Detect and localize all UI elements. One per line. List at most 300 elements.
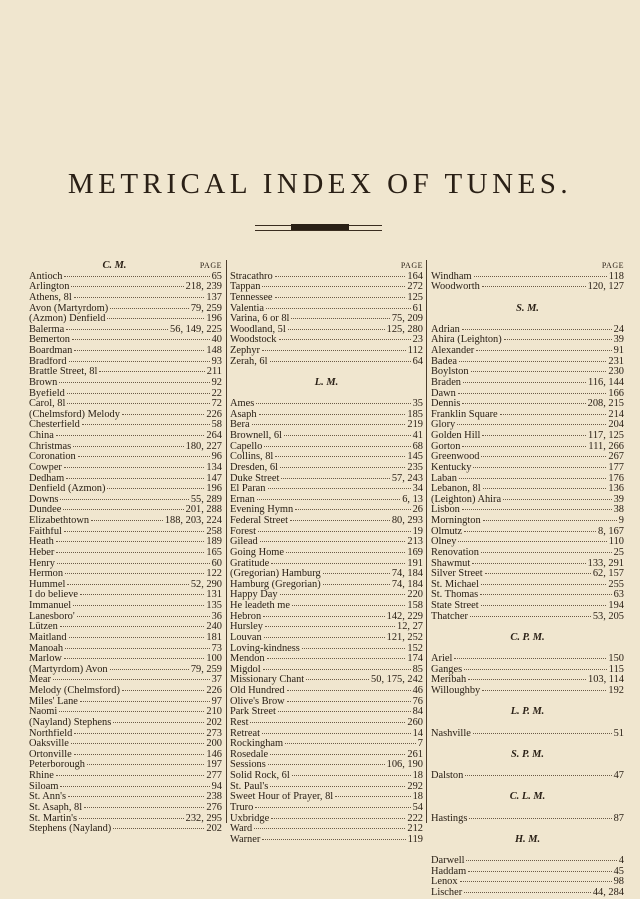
- tune-name: Chesterfield: [29, 420, 80, 431]
- tune-page-numbers: 235: [407, 462, 423, 473]
- tune-page-numbers: 45: [613, 866, 624, 877]
- tune-entry: [29, 378, 222, 389]
- tune-entry: [29, 697, 222, 708]
- tune-page-numbers: 111, 266: [588, 441, 624, 452]
- spacer: [431, 803, 624, 814]
- tune-name: Hastings: [431, 813, 468, 824]
- tune-name: Dawn: [431, 388, 456, 399]
- tune-entry: [230, 282, 423, 293]
- tune-entry: [431, 282, 624, 293]
- tune-name: Woodworth: [431, 282, 480, 293]
- dot-leader: [270, 361, 411, 362]
- tune-page-numbers: 189: [206, 537, 222, 548]
- tune-page-numbers: 136: [608, 484, 624, 495]
- tune-name: Retreat: [230, 728, 260, 739]
- tune-name: Brownell, 6l: [230, 431, 282, 441]
- tune-name: Heber: [29, 547, 55, 558]
- tune-name: Gilead: [230, 537, 258, 548]
- dot-leader: [99, 371, 204, 372]
- dot-leader: [262, 733, 411, 734]
- tune-page-numbers: 226: [206, 686, 222, 696]
- tune-page-numbers: 158: [407, 601, 423, 611]
- tune-name: Nashville: [431, 728, 471, 739]
- tune-entry: [230, 590, 423, 601]
- dot-leader: [79, 818, 184, 819]
- tune-name: Hamburg (Gregorian): [230, 579, 321, 590]
- column-divider: [426, 260, 427, 823]
- dot-leader: [80, 594, 204, 595]
- tune-entry: [29, 484, 222, 495]
- dot-leader: [483, 520, 617, 521]
- dot-leader: [470, 616, 591, 617]
- tune-page-numbers: 51: [613, 728, 624, 739]
- tune-entry: [431, 537, 624, 548]
- tune-name: Manoah: [29, 643, 64, 654]
- tune-page-numbers: 261: [407, 749, 423, 760]
- tune-page-numbers: 100: [206, 654, 222, 665]
- section-meter-label: C. P. M.: [510, 632, 545, 643]
- tune-name: Cowper: [29, 462, 62, 473]
- tune-name: Kentucky: [431, 462, 472, 473]
- tune-name: Sessions: [230, 760, 266, 771]
- dot-leader: [265, 626, 395, 627]
- tune-page-numbers: 292: [407, 781, 423, 792]
- dot-leader: [53, 679, 210, 680]
- tune-entry: [431, 686, 624, 697]
- dot-leader: [264, 637, 385, 638]
- tune-page-numbers: 148: [206, 346, 222, 356]
- dot-leader: [481, 456, 606, 457]
- spacer: [230, 389, 423, 400]
- tune-page-numbers: 218, 239: [185, 282, 222, 293]
- tune-entry: [230, 442, 423, 453]
- dot-leader: [268, 764, 385, 765]
- tune-entry: [29, 665, 222, 676]
- dot-leader: [64, 658, 205, 659]
- tune-entry: [29, 495, 222, 506]
- tune-name: St. Michael: [431, 579, 479, 590]
- tune-page-numbers: 50, 175, 242: [371, 675, 423, 686]
- tune-page-numbers: 56, 149, 225: [170, 324, 222, 335]
- dot-leader: [457, 424, 606, 425]
- dot-leader: [260, 541, 406, 542]
- dot-leader: [67, 584, 188, 585]
- tune-page-numbers: 188, 203, 224: [164, 516, 222, 526]
- tune-entry: [230, 569, 423, 580]
- tune-entry: [29, 729, 222, 740]
- tune-name: Melody (Chelmsford): [29, 686, 120, 696]
- tune-entry: [230, 803, 423, 814]
- tune-page-numbers: 260: [407, 717, 423, 728]
- tune-entry: [431, 612, 624, 623]
- dot-leader: [64, 467, 205, 468]
- tune-page-numbers: 36: [211, 611, 222, 622]
- dot-leader: [107, 318, 204, 319]
- tune-entry: [230, 548, 423, 559]
- dot-leader: [74, 350, 204, 351]
- tune-name: Ahira (Leighton): [431, 335, 502, 346]
- dot-leader: [113, 722, 204, 723]
- tune-entry: [230, 686, 423, 697]
- tune-name: Miles' Lane: [29, 696, 78, 707]
- tune-name: Dennis: [431, 399, 461, 410]
- tune-entry: [431, 484, 624, 495]
- dot-leader: [469, 818, 611, 819]
- tune-name: Forest: [230, 526, 256, 537]
- tune-name: Dalston: [431, 771, 464, 781]
- tune-entry: [230, 675, 423, 686]
- tune-entry: [29, 569, 222, 580]
- tune-name: Silver Street: [431, 569, 483, 580]
- tune-name: St. Thomas: [431, 590, 479, 601]
- tune-page-numbers: 133, 291: [587, 558, 624, 569]
- dot-leader: [64, 531, 205, 532]
- tune-entry: [431, 357, 624, 368]
- tune-name: Shawmut: [431, 558, 471, 569]
- tune-page-numbers: 53, 205: [592, 611, 624, 622]
- tune-name: Ward: [230, 824, 253, 835]
- index-column-2: [230, 261, 423, 845]
- tune-entry: [230, 718, 423, 729]
- dot-leader: [91, 520, 163, 521]
- tune-page-numbers: 255: [608, 579, 624, 590]
- spacer: [431, 845, 624, 856]
- tune-page-numbers: 180, 227: [185, 441, 222, 452]
- spacer: [431, 697, 624, 708]
- tune-name: St. Asaph, 8l: [29, 802, 83, 813]
- dot-leader: [482, 690, 606, 691]
- tune-entry: [29, 622, 222, 633]
- tune-name: Solid Rock, 6l: [230, 771, 290, 781]
- tune-name: Olmutz: [431, 526, 463, 537]
- tune-page-numbers: 37: [211, 675, 222, 686]
- tune-entry: [29, 814, 222, 825]
- tune-name: Mornington: [431, 516, 481, 526]
- tune-name: I do believe: [29, 590, 79, 601]
- tune-page-numbers: 226: [206, 409, 222, 420]
- dot-leader: [67, 403, 209, 404]
- tune-entry: [29, 782, 222, 793]
- tune-name: Migdol: [230, 664, 261, 675]
- dot-leader: [263, 669, 411, 670]
- tune-page-numbers: 85: [412, 664, 423, 675]
- dot-leader: [110, 308, 189, 309]
- dot-leader: [462, 329, 612, 330]
- dot-leader: [323, 584, 390, 585]
- dot-leader: [78, 456, 210, 457]
- tune-entry: [29, 771, 222, 782]
- tune-entry: [230, 644, 423, 655]
- tune-name: Darwell: [431, 856, 465, 866]
- dot-leader: [74, 733, 204, 734]
- dot-leader: [255, 807, 410, 808]
- tune-entry: [230, 346, 423, 357]
- tune-entry: [431, 548, 624, 559]
- tune-page-numbers: 177: [608, 462, 624, 473]
- tune-entry: [29, 739, 222, 750]
- tune-page-numbers: 12, 27: [397, 622, 423, 633]
- tune-entry: [431, 463, 624, 474]
- dot-leader: [68, 796, 204, 797]
- dot-leader: [280, 594, 406, 595]
- dot-leader: [503, 499, 611, 500]
- dot-leader: [256, 403, 410, 404]
- tune-page-numbers: 120, 127: [587, 282, 624, 293]
- dot-leader: [73, 605, 204, 606]
- dot-leader: [459, 361, 606, 362]
- tune-page-numbers: 76: [412, 696, 423, 707]
- dot-leader: [60, 786, 209, 787]
- tune-name: Ganges: [431, 664, 463, 675]
- dot-leader: [84, 807, 204, 808]
- section-meter-label: H. M.: [514, 834, 541, 845]
- dot-leader: [60, 626, 205, 627]
- dot-leader: [59, 382, 209, 383]
- tune-entry: [230, 601, 423, 612]
- tune-page-numbers: 131: [206, 590, 222, 601]
- tune-page-numbers: 8, 167: [598, 526, 624, 537]
- tune-page-numbers: 74, 184: [391, 569, 423, 580]
- tune-name: Asaph: [230, 409, 257, 420]
- dot-leader: [290, 520, 390, 521]
- dot-leader: [74, 754, 205, 755]
- tune-page-numbers: 93: [211, 356, 222, 367]
- tune-name: Duke Street: [230, 473, 280, 484]
- dot-leader: [60, 499, 188, 500]
- tune-page-numbers: 152: [407, 643, 423, 654]
- dot-leader: [481, 552, 612, 553]
- dot-leader: [295, 509, 410, 510]
- dot-leader: [122, 414, 205, 415]
- tune-page-numbers: 106, 190: [386, 760, 423, 771]
- dot-leader: [67, 393, 210, 394]
- tune-name: Stephens (Nayland): [29, 824, 112, 835]
- dot-leader: [286, 552, 405, 553]
- tune-entry: [431, 527, 624, 538]
- section-meter-label: C. M.: [102, 261, 127, 271]
- tune-entry: [431, 272, 624, 283]
- tune-name: Brown: [29, 377, 58, 388]
- tune-name: Rhine: [29, 771, 54, 781]
- tune-page-numbers: 174: [407, 654, 423, 665]
- dot-leader: [474, 276, 607, 277]
- tune-page-numbers: 117, 125: [588, 431, 624, 441]
- tune-name: Naomi: [29, 707, 58, 718]
- spacer: [431, 622, 624, 633]
- tune-page-numbers: 25: [613, 547, 624, 558]
- tune-name: Dedham: [29, 473, 65, 484]
- dot-leader: [481, 584, 607, 585]
- tune-entry: [230, 537, 423, 548]
- tune-entry: [29, 516, 222, 527]
- tune-page-numbers: 212: [407, 824, 423, 835]
- tune-entry: [230, 622, 423, 633]
- tune-page-numbers: 121, 252: [386, 632, 423, 643]
- tune-name: Zerah, 6l: [230, 356, 268, 367]
- tune-name: He leadeth me: [230, 601, 291, 611]
- tune-name: Ortonville: [29, 749, 72, 760]
- tune-entry: [29, 505, 222, 516]
- tune-entry: [29, 644, 222, 655]
- title-ornament-bar: [291, 224, 349, 230]
- tune-page-numbers: 146: [206, 749, 222, 760]
- dot-leader: [257, 499, 400, 500]
- dot-leader: [462, 509, 612, 510]
- dot-leader: [254, 828, 405, 829]
- index-column-1: [29, 261, 222, 835]
- tune-entry: [29, 548, 222, 559]
- tune-name: Dresden, 6l: [230, 462, 278, 473]
- tune-page-numbers: 75, 209: [391, 314, 423, 325]
- tune-page-numbers: 191: [407, 558, 423, 569]
- tune-page-numbers: 80, 293: [391, 516, 423, 526]
- tune-page-numbers: 204: [608, 420, 624, 431]
- tune-entry: [230, 335, 423, 346]
- tune-entry: [230, 824, 423, 835]
- tune-page-numbers: 240: [206, 622, 222, 633]
- tune-page-numbers: 192: [608, 686, 624, 696]
- tune-entry: [29, 452, 222, 463]
- tune-entry: [431, 867, 624, 878]
- tune-page-numbers: 7: [417, 739, 423, 750]
- tune-entry: [431, 367, 624, 378]
- tune-entry: [230, 314, 423, 325]
- dot-leader: [481, 605, 607, 606]
- tune-entry: [29, 559, 222, 570]
- tune-page-numbers: 125: [407, 292, 423, 303]
- dot-leader: [113, 828, 204, 829]
- tune-entry: [29, 654, 222, 665]
- tune-entry: [230, 729, 423, 740]
- tune-page-numbers: 213: [407, 537, 423, 548]
- tune-page-numbers: 202: [206, 824, 222, 835]
- tune-page-numbers: 41: [412, 431, 423, 441]
- tune-name: Lanesboro': [29, 611, 75, 622]
- dot-leader: [80, 701, 210, 702]
- tune-name: Tappan: [230, 282, 261, 293]
- tune-name: Siloam: [29, 781, 59, 792]
- tune-entry: [230, 516, 423, 527]
- dot-leader: [468, 871, 611, 872]
- spacer: [431, 644, 624, 655]
- tune-entry: [431, 389, 624, 400]
- tune-entry: [431, 814, 624, 825]
- tune-entry: [431, 569, 624, 580]
- spacer: [431, 314, 624, 325]
- tune-entry: [230, 633, 423, 644]
- tune-name: Avon (Martyrdom): [29, 303, 109, 314]
- tune-entry: [230, 750, 423, 761]
- tune-page-numbers: 64: [412, 356, 423, 367]
- tune-name: Stracathro: [230, 271, 273, 282]
- tune-entry: [29, 633, 222, 644]
- tune-entry: [230, 293, 423, 304]
- tune-page-numbers: 230: [608, 367, 624, 378]
- tune-name: Brattle Street, 8l: [29, 367, 98, 378]
- dot-leader: [122, 690, 205, 691]
- tune-name: Lützen: [29, 622, 58, 633]
- tune-page-numbers: 26: [412, 505, 423, 516]
- dot-leader: [59, 711, 204, 712]
- tune-name: Glory: [431, 420, 456, 431]
- tune-name: Antioch: [29, 271, 63, 282]
- tune-name: Marlow: [29, 654, 62, 665]
- tune-name: Braden: [431, 377, 462, 388]
- tune-entry: [230, 792, 423, 803]
- tune-entry: [230, 484, 423, 495]
- dot-leader: [482, 435, 586, 436]
- spacer: [431, 782, 624, 793]
- tune-entry: [431, 516, 624, 527]
- tune-name: Immanuel: [29, 601, 72, 611]
- tune-page-numbers: 116, 144: [588, 377, 624, 388]
- tune-name: Truro: [230, 802, 254, 813]
- dot-leader: [57, 563, 210, 564]
- dot-leader: [302, 648, 406, 649]
- tune-page-numbers: 165: [206, 547, 222, 558]
- tune-entry: [431, 431, 624, 442]
- tune-entry: [431, 399, 624, 410]
- tune-page-numbers: 24: [613, 324, 624, 335]
- tune-page-numbers: 60: [211, 558, 222, 569]
- tune-page-numbers: 214: [608, 409, 624, 420]
- dot-leader: [458, 393, 607, 394]
- tune-entry: [230, 739, 423, 750]
- tune-entry: [230, 495, 423, 506]
- tune-page-numbers: 57, 243: [391, 473, 423, 484]
- tune-page-numbers: 92: [211, 377, 222, 388]
- tune-name: Franklin Square: [431, 409, 498, 420]
- tune-entry: [230, 325, 423, 336]
- tune-name: Olive's Brow: [230, 696, 285, 707]
- tune-name: Renovation: [431, 547, 479, 558]
- tune-entry: [29, 442, 222, 453]
- tune-page-numbers: 210: [206, 707, 222, 718]
- dot-leader: [460, 881, 612, 882]
- dot-leader: [306, 679, 369, 680]
- tune-name: St. Ann's: [29, 792, 67, 803]
- dot-leader: [459, 478, 606, 479]
- tune-name: Mear: [29, 675, 51, 686]
- tune-page-numbers: 103, 114: [588, 675, 624, 686]
- tune-name: Haddam: [431, 866, 467, 877]
- tune-page-numbers: 96: [211, 452, 222, 463]
- tune-name: Elizabethtown: [29, 516, 90, 526]
- tune-name: Capello: [230, 441, 263, 452]
- tune-page-numbers: 201, 288: [185, 505, 222, 516]
- spacer: [431, 718, 624, 729]
- tune-entry: [29, 431, 222, 442]
- tune-page-numbers: 176: [608, 473, 624, 484]
- tune-page-numbers: 232, 295: [185, 813, 222, 824]
- tune-page-numbers: 169: [407, 547, 423, 558]
- tune-entry: [29, 282, 222, 293]
- tune-page-numbers: 23: [412, 335, 423, 346]
- dot-leader: [65, 648, 210, 649]
- tune-name: St. Paul's: [230, 781, 269, 792]
- tune-page-numbers: 208, 215: [587, 399, 624, 410]
- tune-name: Lisbon: [431, 505, 460, 516]
- tune-page-numbers: 14: [412, 728, 423, 739]
- index-column-3: [431, 261, 624, 899]
- dot-leader: [500, 414, 607, 415]
- tune-name: Boardman: [29, 346, 73, 356]
- tune-page-numbers: 94: [211, 781, 222, 792]
- tune-entry: [230, 665, 423, 676]
- tune-page-numbers: 54: [412, 802, 423, 813]
- tune-page-numbers: 142, 229: [386, 611, 423, 622]
- tune-entry: [230, 771, 423, 782]
